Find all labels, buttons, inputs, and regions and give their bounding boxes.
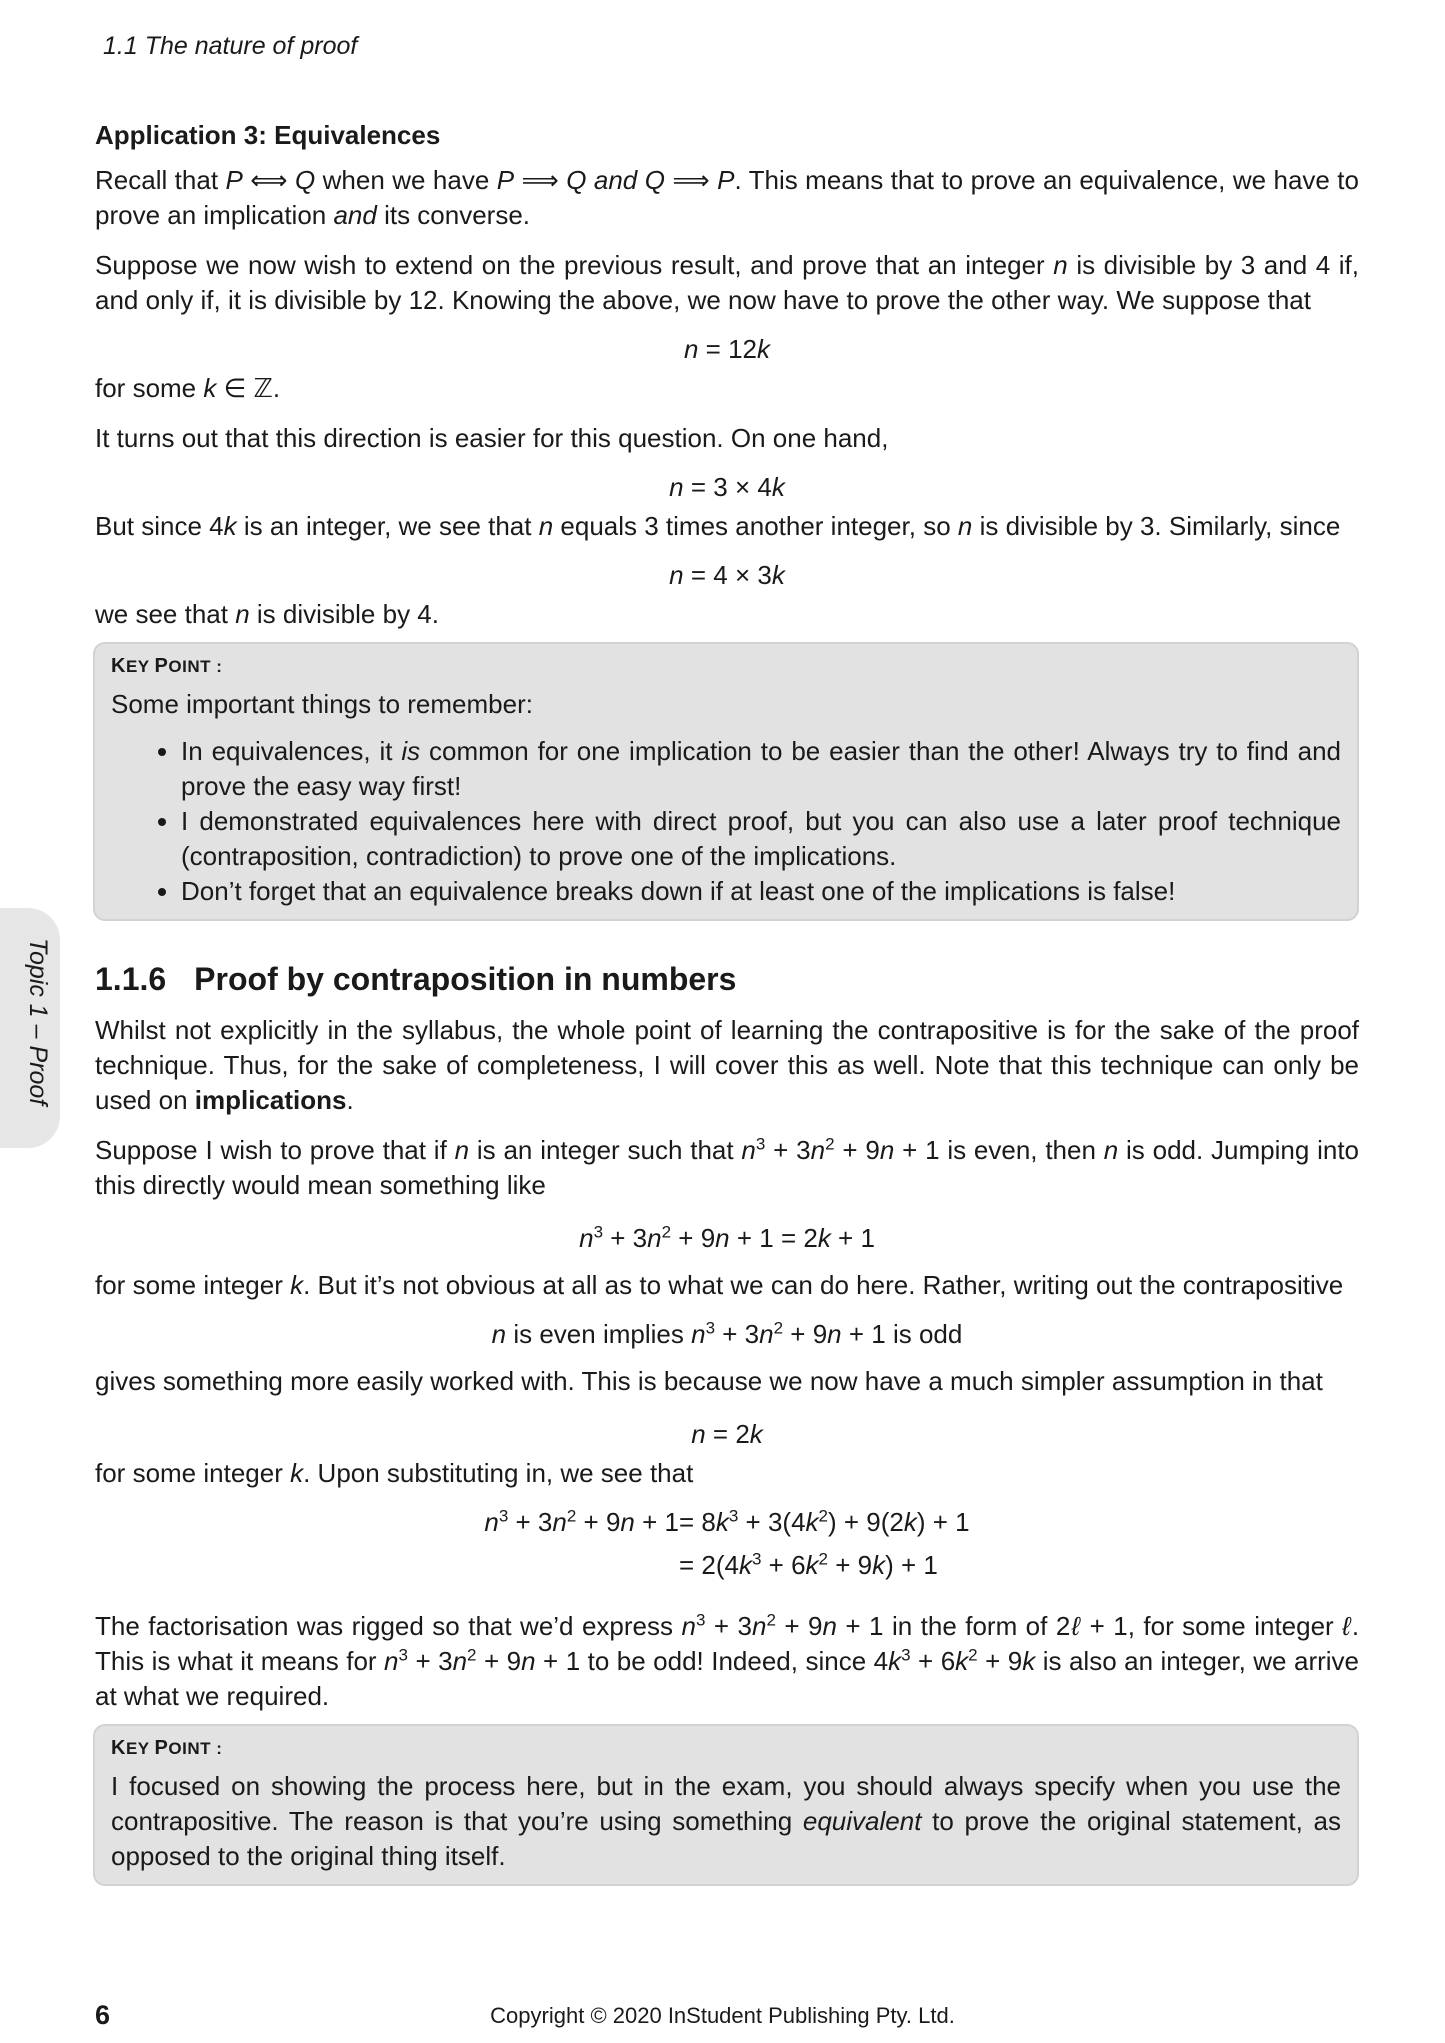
key-point-intro: Some important things to remember: <box>111 689 533 719</box>
display-equation: n = 4 × 3k <box>669 560 785 590</box>
key-point-box <box>93 1724 1359 1886</box>
application-heading: Application 3: Equivalences <box>95 120 441 150</box>
paragraph: It turns out that this direction is easier for this question. On one hand, <box>95 423 889 453</box>
display-equation: n is even implies $n^3 + 3n^2 + 9n + 1$ is odd <box>491 1318 963 1349</box>
aligned-equations <box>484 1501 969 1587</box>
key-point-text: I focused on showing the process here, but in the exam, you should always specify when you use the contrapositive. The reason is that you’re using something equivalent to prove the original statement, as opposed to the original thing itself. <box>111 1771 1341 1871</box>
paragraph: Whilst not explicitly in the syllabus, the whole point of learning the contrapositive is for the sake of the proof technique. Thus, for the sake of completeness, I will cover this as well. Note that this technique can only be used on implications. <box>95 1015 1359 1115</box>
aligned-rhs: = $2(4k^3 + 6k^2 + 9k) + 1$ <box>678 1549 938 1580</box>
aligned-row <box>484 1544 969 1587</box>
paragraph: we see that n is divisible by 4. <box>95 599 439 629</box>
display-equation: n = 3 × 4k <box>669 472 785 502</box>
main-content <box>95 118 1359 1908</box>
running-head: 1.1 The nature of proof <box>103 32 358 60</box>
page-number: 6 <box>95 2000 111 2030</box>
aligned-rhs: = $8k^3 + 3(4k^2) + 9(2k) + 1$ <box>678 1506 970 1537</box>
paragraph: But since 4k is an integer, we see that n equals 3 times another integer, so n is divisible by 3. Similarly, since <box>95 511 1341 541</box>
display-equation: $n^3 + 3n^2 + 9n + 1 = 2k + 1$ <box>579 1222 875 1253</box>
paragraph: gives something more easily worked with. This is because we now have a much simpler assumption in that <box>95 1366 1323 1396</box>
topic-side-tab-label: Topic 1 – Proof <box>24 938 52 1106</box>
paragraph: Suppose we now wish to extend on the previous result, and prove that an integer n is divisible by 3 and 4 if, and only if, it is divisible by 12. Knowing the above, we now have to prove the other way. We suppose that <box>95 250 1360 315</box>
paragraph: Suppose I wish to prove that if n is an integer such that $n^3 + 3n^2 + 9n + 1$ is even, then n is odd. Jumping into this directly would mean something like <box>95 1134 1360 1200</box>
section-heading: 1.1.6 Proof by contraposition in numbers <box>95 961 737 997</box>
paragraph: for some integer k. But it’s not obvious at all as to what we can do here. Rather, writing out the contrapositive <box>95 1270 1344 1300</box>
paragraph: for some integer k. Upon substituting in, we see that <box>95 1458 694 1488</box>
display-equation: n = 12k <box>683 334 771 364</box>
list-item: • In equivalences, it is common for one implication to be easier than the other! Always try to find and prove the easy way first! <box>181 734 1341 804</box>
aligned-row <box>484 1501 969 1544</box>
paragraph: The factorisation was rigged so that we’d express $n^3 + 3n^2 + 9n + 1$ in the form of 2ℓ + 1, for some integer ℓ. This is what it means for $n^3 + 3n^2 + 9n + 1$ to be odd! Indeed, since $4k^3 + 6k^2 + 9k$ is also an integer, we arrive at what we required. <box>95 1610 1360 1711</box>
paragraph: Recall that P ⟺ Q when we have P ⟹ Q and Q ⟹ P. This means that to prove an equivalence, we have to prove an implication and its converse. <box>95 165 1359 230</box>
key-point-label: KEY POINT : <box>111 1737 223 1759</box>
copyright-notice: Copyright © 2020 InStudent Publishing Pty. Ltd. <box>490 2003 955 2028</box>
key-point-list <box>111 734 1341 909</box>
aligned-lhs: $n^3 + 3n^2 + 9n + 1$ <box>484 1506 679 1537</box>
key-point-label: KEY POINT : <box>111 655 223 677</box>
paragraph: for some k ∈ ℤ. <box>95 373 281 403</box>
list-item: • I demonstrated equivalences here with direct proof, but you can also use a later proof technique (contraposition, contradiction) to prove one of the implications. <box>181 804 1341 874</box>
key-point-box <box>93 642 1359 921</box>
list-item: • Don’t forget that an equivalence breaks down if at least one of the implications is false! <box>181 874 1341 909</box>
display-equation: n = 2k <box>691 1419 763 1449</box>
